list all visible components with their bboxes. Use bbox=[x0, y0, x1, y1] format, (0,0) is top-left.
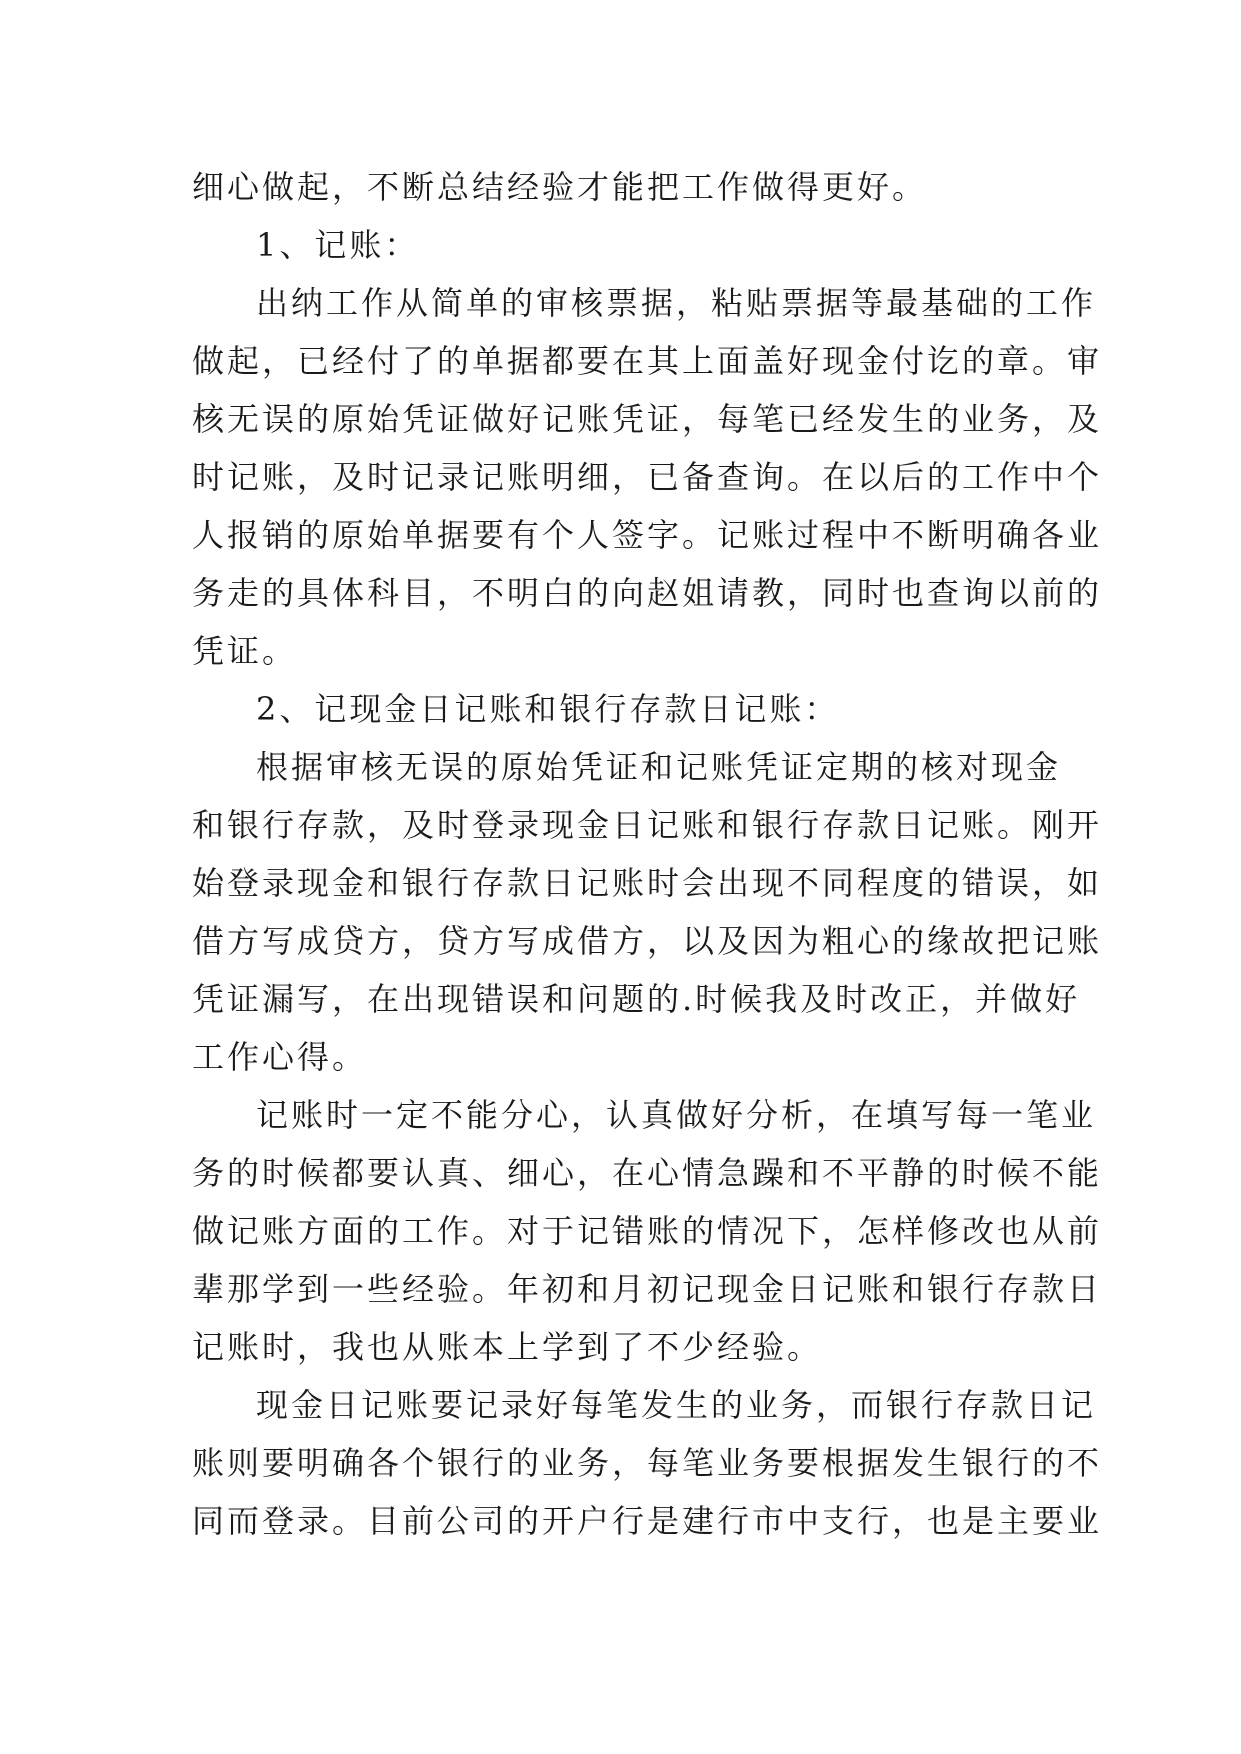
text-line: 2、记现金日记账和银行存款日记账： bbox=[256, 690, 840, 728]
text-line: 做起，已经付了的单据都要在其上面盖好现金付讫的章。审 bbox=[192, 342, 1103, 380]
text-line: 根据审核无误的原始凭证和记账凭证定期的核对现金 bbox=[256, 748, 1062, 786]
text-line: 记账时，我也从账本上学到了不少经验。 bbox=[192, 1328, 823, 1366]
text-line: 辈那学到一些经验。年初和月初记现金日记账和银行存款日 bbox=[192, 1270, 1103, 1308]
text-line: 借方写成贷方，贷方写成借方，以及因为粗心的缘故把记账 bbox=[192, 922, 1103, 960]
text-line: 出纳工作从简单的审核票据，粘贴票据等最基础的工作 bbox=[256, 284, 1097, 322]
body-text bbox=[192, 158, 1103, 1550]
text-line: 务走的具体科目，不明白的向赵姐请教，同时也查询以前的 bbox=[192, 574, 1103, 612]
text-line: 记账时一定不能分心，认真做好分析，在填写每一笔业 bbox=[256, 1096, 1097, 1134]
text-line: 细心做起，不断总结经验才能把工作做得更好。 bbox=[192, 168, 928, 206]
text-line: 务的时候都要认真、细心，在心情急躁和不平静的时候不能 bbox=[192, 1154, 1103, 1192]
text-line: 凭证漏写，在出现错误和问题的.时候我及时改正，并做好 bbox=[192, 980, 1081, 1018]
text-line: 同而登录。目前公司的开户行是建行市中支行，也是主要业 bbox=[192, 1502, 1103, 1540]
text-line: 始登录现金和银行存款日记账时会出现不同程度的错误，如 bbox=[192, 864, 1103, 902]
text-line: 和银行存款，及时登录现金日记账和银行存款日记账。刚开 bbox=[192, 806, 1103, 844]
text-line: 账则要明确各个银行的业务，每笔业务要根据发生银行的不 bbox=[192, 1444, 1103, 1482]
text-line: 现金日记账要记录好每笔发生的业务，而银行存款日记 bbox=[256, 1386, 1097, 1424]
text-line: 凭证。 bbox=[192, 632, 298, 670]
text-line: 做记账方面的工作。对于记错账的情况下，怎样修改也从前 bbox=[192, 1212, 1103, 1250]
text-line: 工作心得。 bbox=[192, 1038, 368, 1076]
text-line: 1、记账： bbox=[256, 226, 420, 264]
text-line: 人报销的原始单据要有个人签字。记账过程中不断明确各业 bbox=[192, 516, 1103, 554]
text-line: 核无误的原始凭证做好记账凭证，每笔已经发生的业务，及 bbox=[192, 400, 1103, 438]
text-line: 时记账，及时记录记账明细，已备查询。在以后的工作中个 bbox=[192, 458, 1103, 496]
